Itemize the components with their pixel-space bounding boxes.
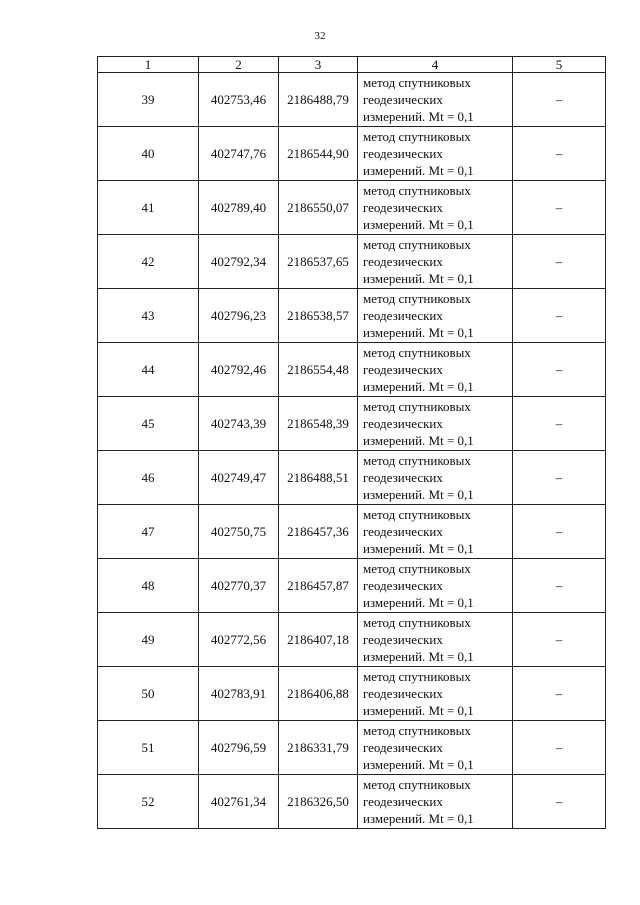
point-number-cell: 49 — [98, 613, 199, 667]
method-line-1: метод спутниковых — [363, 561, 471, 576]
method-cell — [358, 721, 513, 775]
header-row — [98, 57, 606, 73]
column-5-cell: – — [513, 559, 606, 613]
method-line-3: измерений. Mt = 0,1 — [363, 433, 474, 448]
method-line-2: геодезических — [363, 200, 443, 215]
coordinate-y-cell: 2186550,07 — [279, 181, 358, 235]
column-5-cell: – — [513, 289, 606, 343]
method-line-1: метод спутниковых — [363, 615, 471, 630]
method-line-3: измерений. Mt = 0,1 — [363, 541, 474, 556]
point-number-cell: 44 — [98, 343, 199, 397]
coordinate-y-cell: 2186544,90 — [279, 127, 358, 181]
header-col-3: 3 — [279, 57, 358, 73]
method-line-3: измерений. Mt = 0,1 — [363, 703, 474, 718]
method-line-2: геодезических — [363, 524, 443, 539]
method-line-1: метод спутниковых — [363, 507, 471, 522]
coordinate-x-cell: 402770,37 — [199, 559, 279, 613]
method-line-3: измерений. Mt = 0,1 — [363, 325, 474, 340]
method-line-3: измерений. Mt = 0,1 — [363, 811, 474, 826]
column-5-cell: – — [513, 505, 606, 559]
table-row — [98, 343, 606, 397]
column-5-cell: – — [513, 235, 606, 289]
coordinate-x-cell: 402783,91 — [199, 667, 279, 721]
table-row — [98, 181, 606, 235]
method-cell — [358, 505, 513, 559]
method-cell — [358, 127, 513, 181]
method-cell — [358, 451, 513, 505]
method-line-3: измерений. Mt = 0,1 — [363, 757, 474, 772]
header-col-5: 5 — [513, 57, 606, 73]
method-cell — [358, 235, 513, 289]
method-cell — [358, 397, 513, 451]
coordinate-x-cell: 402761,34 — [199, 775, 279, 829]
method-line-1: метод спутниковых — [363, 723, 471, 738]
column-5-cell: – — [513, 127, 606, 181]
table-row — [98, 73, 606, 127]
coordinate-x-cell: 402796,23 — [199, 289, 279, 343]
header-col-2: 2 — [199, 57, 279, 73]
coordinate-x-cell: 402772,56 — [199, 613, 279, 667]
table-row — [98, 505, 606, 559]
table-row — [98, 721, 606, 775]
table-row — [98, 667, 606, 721]
coordinates-table — [97, 56, 606, 829]
table-header — [98, 57, 606, 73]
method-cell — [358, 343, 513, 397]
method-line-3: измерений. Mt = 0,1 — [363, 379, 474, 394]
method-cell — [358, 181, 513, 235]
coordinate-y-cell: 2186537,65 — [279, 235, 358, 289]
method-line-2: геодезических — [363, 146, 443, 161]
coordinate-x-cell: 402796,59 — [199, 721, 279, 775]
coordinate-y-cell: 2186407,18 — [279, 613, 358, 667]
method-line-2: геодезических — [363, 740, 443, 755]
point-number-cell: 40 — [98, 127, 199, 181]
column-5-cell: – — [513, 667, 606, 721]
method-line-2: геодезических — [363, 362, 443, 377]
column-5-cell: – — [513, 397, 606, 451]
method-line-1: метод спутниковых — [363, 345, 471, 360]
coordinate-y-cell: 2186406,88 — [279, 667, 358, 721]
coordinate-y-cell: 2186548,39 — [279, 397, 358, 451]
header-col-4: 4 — [358, 57, 513, 73]
table-body — [98, 73, 606, 829]
coordinate-y-cell: 2186331,79 — [279, 721, 358, 775]
method-cell — [358, 775, 513, 829]
page-number: 32 — [314, 30, 326, 42]
point-number-cell: 50 — [98, 667, 199, 721]
method-line-3: измерений. Mt = 0,1 — [363, 649, 474, 664]
method-line-3: измерений. Mt = 0,1 — [363, 163, 474, 178]
coordinate-x-cell: 402789,40 — [199, 181, 279, 235]
method-line-2: геодезических — [363, 416, 443, 431]
method-line-3: измерений. Mt = 0,1 — [363, 271, 474, 286]
method-line-1: метод спутниковых — [363, 453, 471, 468]
coordinate-y-cell: 2186488,79 — [279, 73, 358, 127]
point-number-cell: 48 — [98, 559, 199, 613]
point-number-cell: 51 — [98, 721, 199, 775]
method-line-2: геодезических — [363, 686, 443, 701]
method-line-1: метод спутниковых — [363, 777, 471, 792]
column-5-cell: – — [513, 181, 606, 235]
method-line-2: геодезических — [363, 308, 443, 323]
method-line-3: измерений. Mt = 0,1 — [363, 487, 474, 502]
point-number-cell: 45 — [98, 397, 199, 451]
column-5-cell: – — [513, 451, 606, 505]
method-line-2: геодезических — [363, 254, 443, 269]
coordinate-y-cell: 2186554,48 — [279, 343, 358, 397]
method-line-2: геодезических — [363, 470, 443, 485]
method-line-2: геодезических — [363, 578, 443, 593]
point-number-cell: 47 — [98, 505, 199, 559]
coordinate-y-cell: 2186326,50 — [279, 775, 358, 829]
method-cell — [358, 613, 513, 667]
method-line-3: измерений. Mt = 0,1 — [363, 109, 474, 124]
table-row — [98, 559, 606, 613]
method-line-1: метод спутниковых — [363, 237, 471, 252]
method-cell — [358, 73, 513, 127]
coordinate-x-cell: 402750,75 — [199, 505, 279, 559]
table-row — [98, 235, 606, 289]
point-number-cell: 46 — [98, 451, 199, 505]
table-row — [98, 289, 606, 343]
point-number-cell: 39 — [98, 73, 199, 127]
point-number-cell: 42 — [98, 235, 199, 289]
method-line-1: метод спутниковых — [363, 129, 471, 144]
table-row — [98, 127, 606, 181]
coordinate-y-cell: 2186538,57 — [279, 289, 358, 343]
column-5-cell: – — [513, 775, 606, 829]
method-line-3: измерений. Mt = 0,1 — [363, 217, 474, 232]
table-row — [98, 775, 606, 829]
coordinate-x-cell: 402792,46 — [199, 343, 279, 397]
column-5-cell: – — [513, 73, 606, 127]
method-line-1: метод спутниковых — [363, 183, 471, 198]
table-row — [98, 613, 606, 667]
column-5-cell: – — [513, 343, 606, 397]
point-number-cell: 52 — [98, 775, 199, 829]
method-line-2: геодезических — [363, 794, 443, 809]
coordinate-y-cell: 2186457,87 — [279, 559, 358, 613]
point-number-cell: 41 — [98, 181, 199, 235]
coordinate-x-cell: 402792,34 — [199, 235, 279, 289]
method-cell — [358, 289, 513, 343]
method-line-2: геодезических — [363, 92, 443, 107]
method-line-1: метод спутниковых — [363, 291, 471, 306]
coordinate-x-cell: 402743,39 — [199, 397, 279, 451]
coordinate-y-cell: 2186457,36 — [279, 505, 358, 559]
method-line-3: измерений. Mt = 0,1 — [363, 595, 474, 610]
method-cell — [358, 559, 513, 613]
point-number-cell: 43 — [98, 289, 199, 343]
coordinate-y-cell: 2186488,51 — [279, 451, 358, 505]
method-line-2: геодезических — [363, 632, 443, 647]
column-5-cell: – — [513, 613, 606, 667]
method-line-1: метод спутниковых — [363, 75, 471, 90]
table-row — [98, 451, 606, 505]
coordinate-x-cell: 402749,47 — [199, 451, 279, 505]
coordinate-x-cell: 402753,46 — [199, 73, 279, 127]
method-line-1: метод спутниковых — [363, 669, 471, 684]
table-row — [98, 397, 606, 451]
method-cell — [358, 667, 513, 721]
header-col-1: 1 — [98, 57, 199, 73]
column-5-cell: – — [513, 721, 606, 775]
coordinate-x-cell: 402747,76 — [199, 127, 279, 181]
method-line-1: метод спутниковых — [363, 399, 471, 414]
